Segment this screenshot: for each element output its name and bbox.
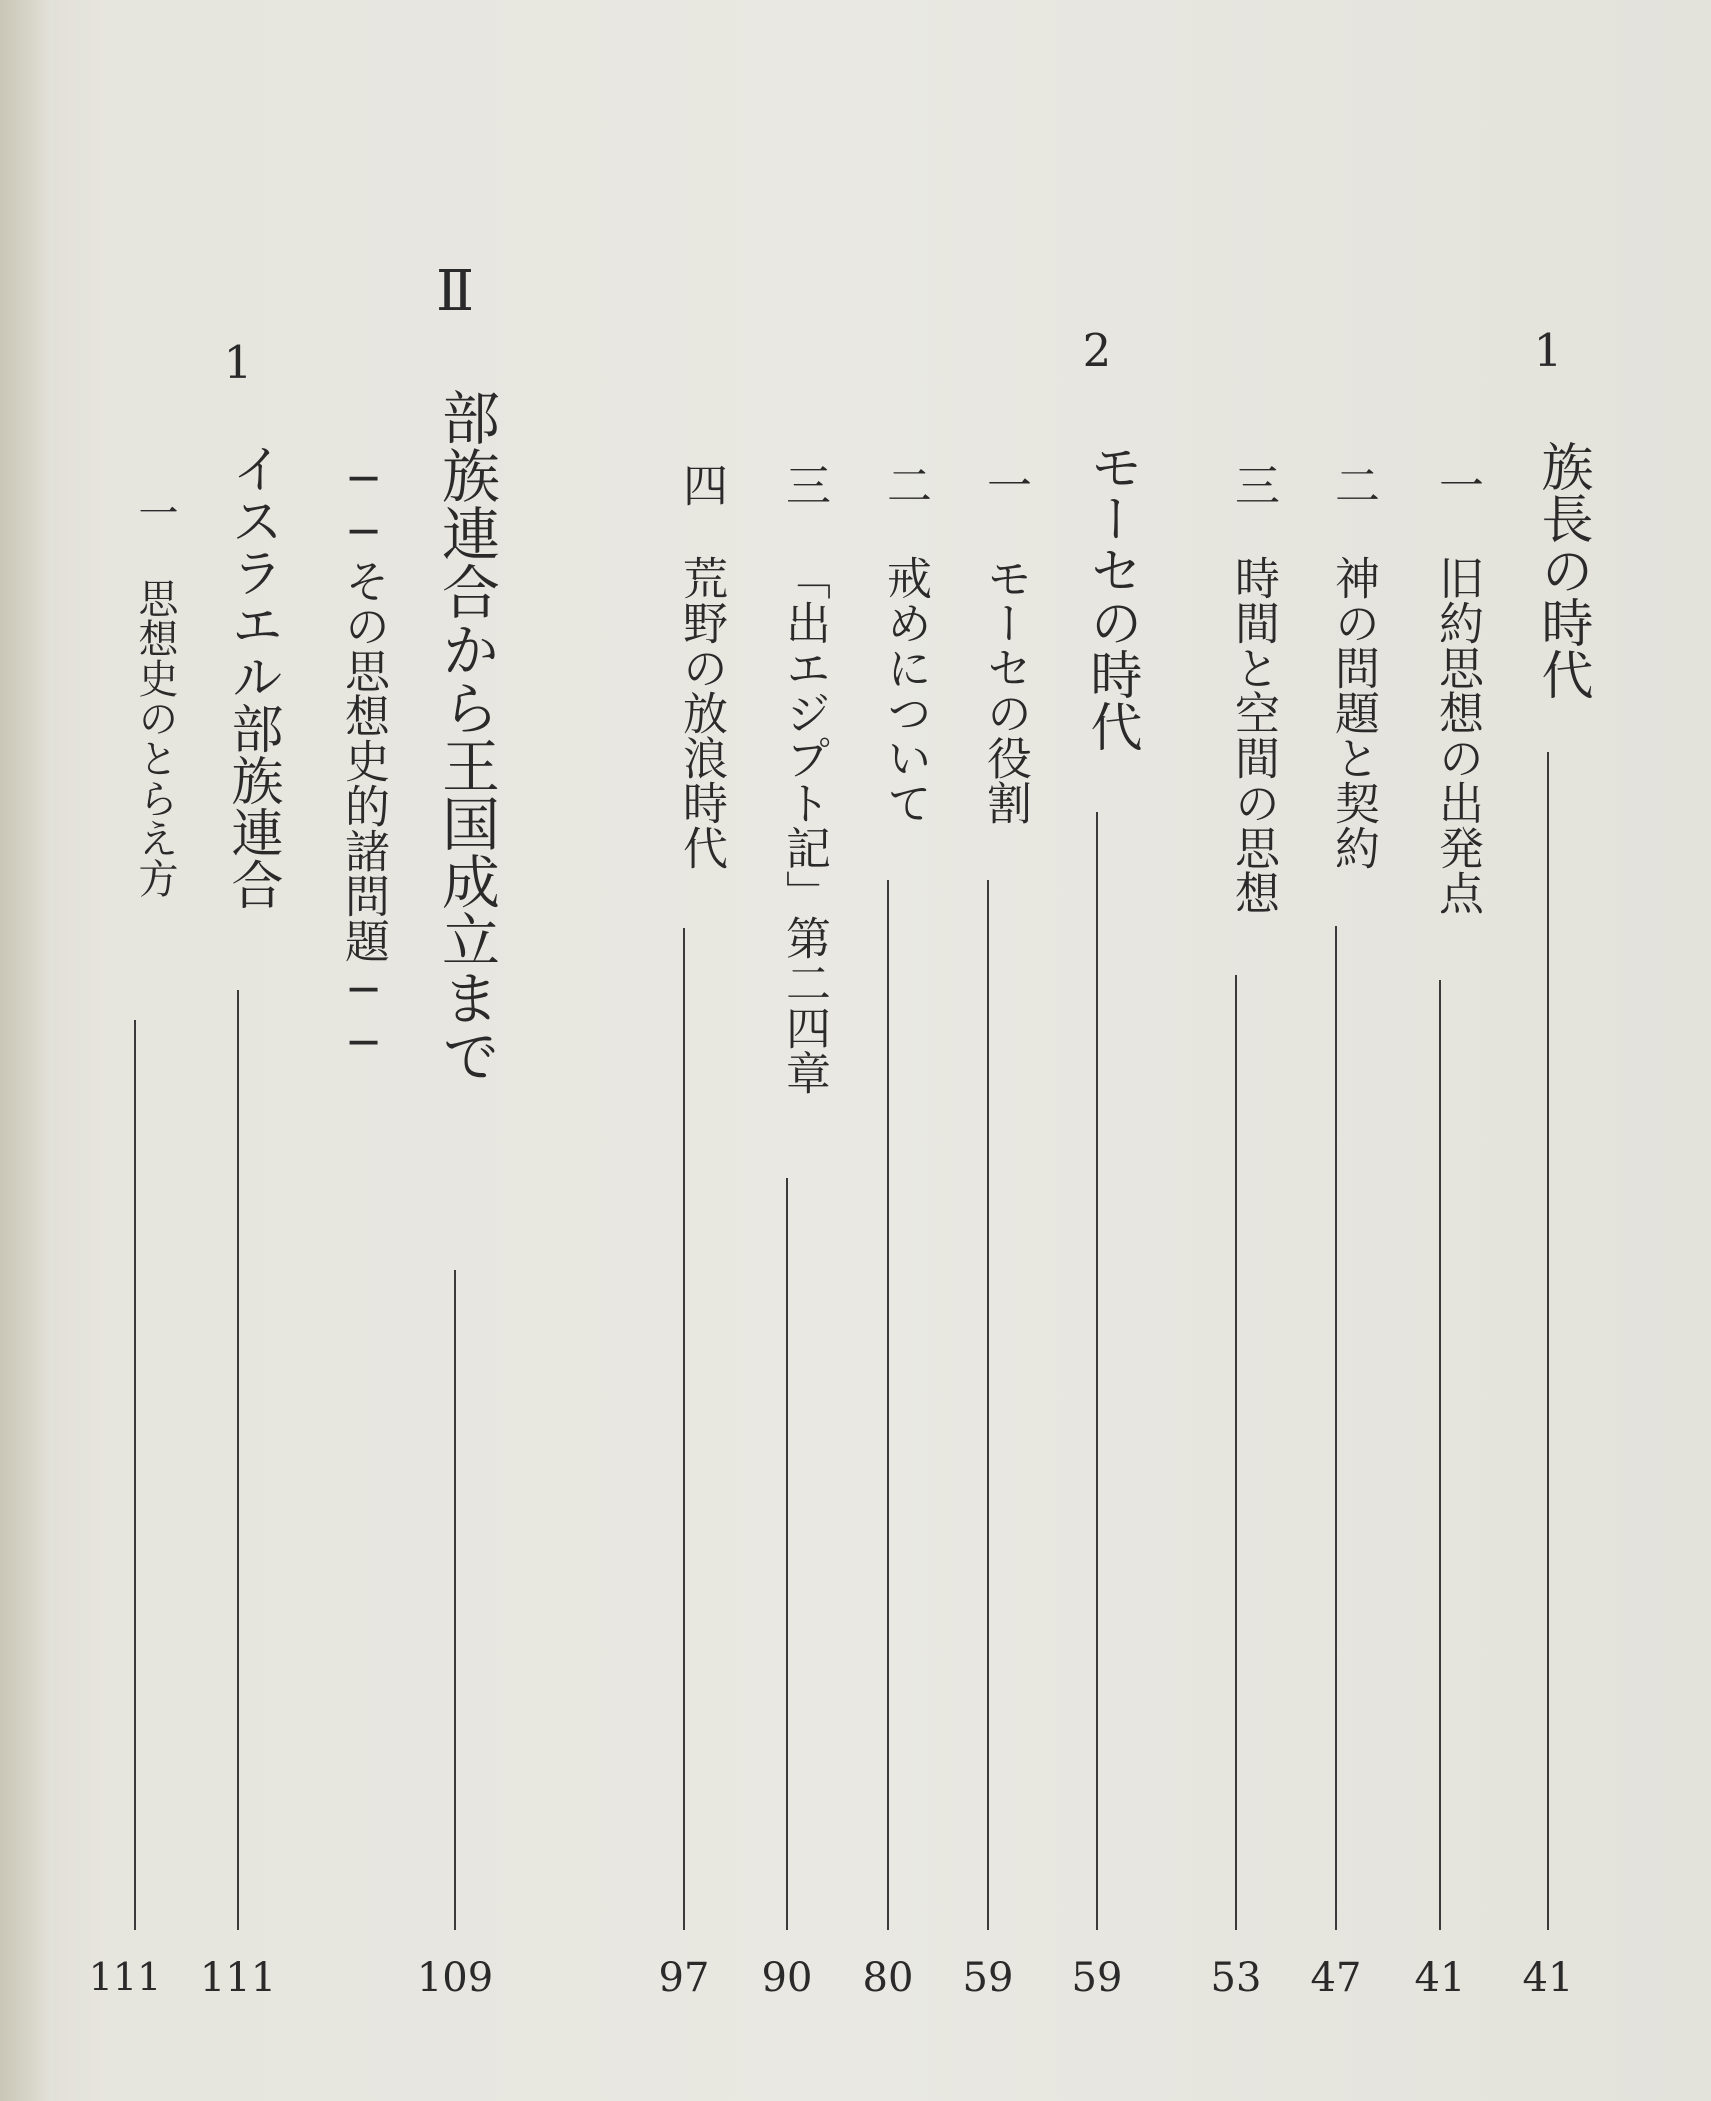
section-number: 一 xyxy=(132,492,178,532)
page-number: 41 xyxy=(1414,1955,1466,2001)
section-number: 二 xyxy=(879,462,932,507)
part-title: 部族連合から王国成立まで xyxy=(432,388,500,1084)
toc-entry-section xyxy=(88,0,178,2101)
chapter-title: イスラエル部族連合 xyxy=(222,442,282,910)
leader-line xyxy=(1439,980,1441,1930)
chapter-number: 1 xyxy=(1533,324,1563,377)
part-number: Ⅱ xyxy=(435,259,475,324)
page-number: 90 xyxy=(761,1955,813,2001)
section-number: 四 xyxy=(675,462,728,507)
leader-line xyxy=(987,880,989,1930)
page-number: 59 xyxy=(962,1955,1014,2001)
chapter-number: 2 xyxy=(1082,324,1112,377)
chapter-number: 1 xyxy=(223,336,253,389)
part-subtitle: ──その思想史的諸問題── xyxy=(337,452,390,1069)
toc-entry-section xyxy=(1196,0,1280,2101)
leader-line xyxy=(786,1178,788,1930)
section-title: 戒めについて xyxy=(879,555,932,825)
page-number: 59 xyxy=(1071,1955,1123,2001)
section-title: 荒野の放浪時代 xyxy=(675,555,728,870)
toc-entry-part-2 xyxy=(415,0,500,2101)
page-number: 47 xyxy=(1310,1955,1362,2001)
page-number: 111 xyxy=(199,1955,277,2001)
page-number: 111 xyxy=(88,1955,162,1999)
toc-entry-section xyxy=(1296,0,1380,2101)
section-title: 時間と空間の思想 xyxy=(1227,555,1280,915)
part-subtitle-column xyxy=(306,0,390,2101)
toc-entry-section xyxy=(644,0,728,2101)
toc-entry-section xyxy=(948,0,1032,2101)
section-title: 旧約思想の出発点 xyxy=(1431,555,1484,915)
toc-entry-section xyxy=(1400,0,1484,2101)
section-title: 思想史のとらえ方 xyxy=(132,578,178,898)
toc-entry-section xyxy=(747,0,831,2101)
section-number: 三 xyxy=(1227,462,1280,507)
section-title: モーセの役割 xyxy=(979,555,1032,825)
leader-line xyxy=(134,1020,136,1930)
section-title: 神の問題と契約 xyxy=(1327,555,1380,870)
leader-line xyxy=(454,1270,456,1930)
toc-entry-chapter-1 xyxy=(1508,0,1592,2101)
leader-line xyxy=(683,928,685,1930)
leader-line xyxy=(237,990,239,1930)
leader-line xyxy=(1235,975,1237,1930)
page-number: 53 xyxy=(1210,1955,1262,2001)
section-number: 一 xyxy=(1431,462,1484,507)
book-gutter xyxy=(0,0,52,2101)
toc-entry-chapter-1 xyxy=(198,0,282,2101)
section-number: 一 xyxy=(979,462,1032,507)
section-number: 三 xyxy=(778,462,831,507)
page-number: 41 xyxy=(1522,1955,1574,2001)
page-number: 97 xyxy=(658,1955,710,2001)
leader-line xyxy=(1096,812,1098,1930)
leader-line xyxy=(887,880,889,1930)
section-title: 「出エジプト記」第二四章 xyxy=(778,555,831,1095)
toc-entry-section xyxy=(848,0,932,2101)
page-number: 80 xyxy=(862,1955,914,2001)
chapter-title: モーセの時代 xyxy=(1081,440,1141,752)
chapter-title: 族長の時代 xyxy=(1532,440,1592,700)
leader-line xyxy=(1335,926,1337,1930)
toc-entry-chapter-2 xyxy=(1057,0,1141,2101)
section-number: 二 xyxy=(1327,462,1380,507)
leader-line xyxy=(1547,752,1549,1930)
page-number: 109 xyxy=(416,1955,494,2001)
